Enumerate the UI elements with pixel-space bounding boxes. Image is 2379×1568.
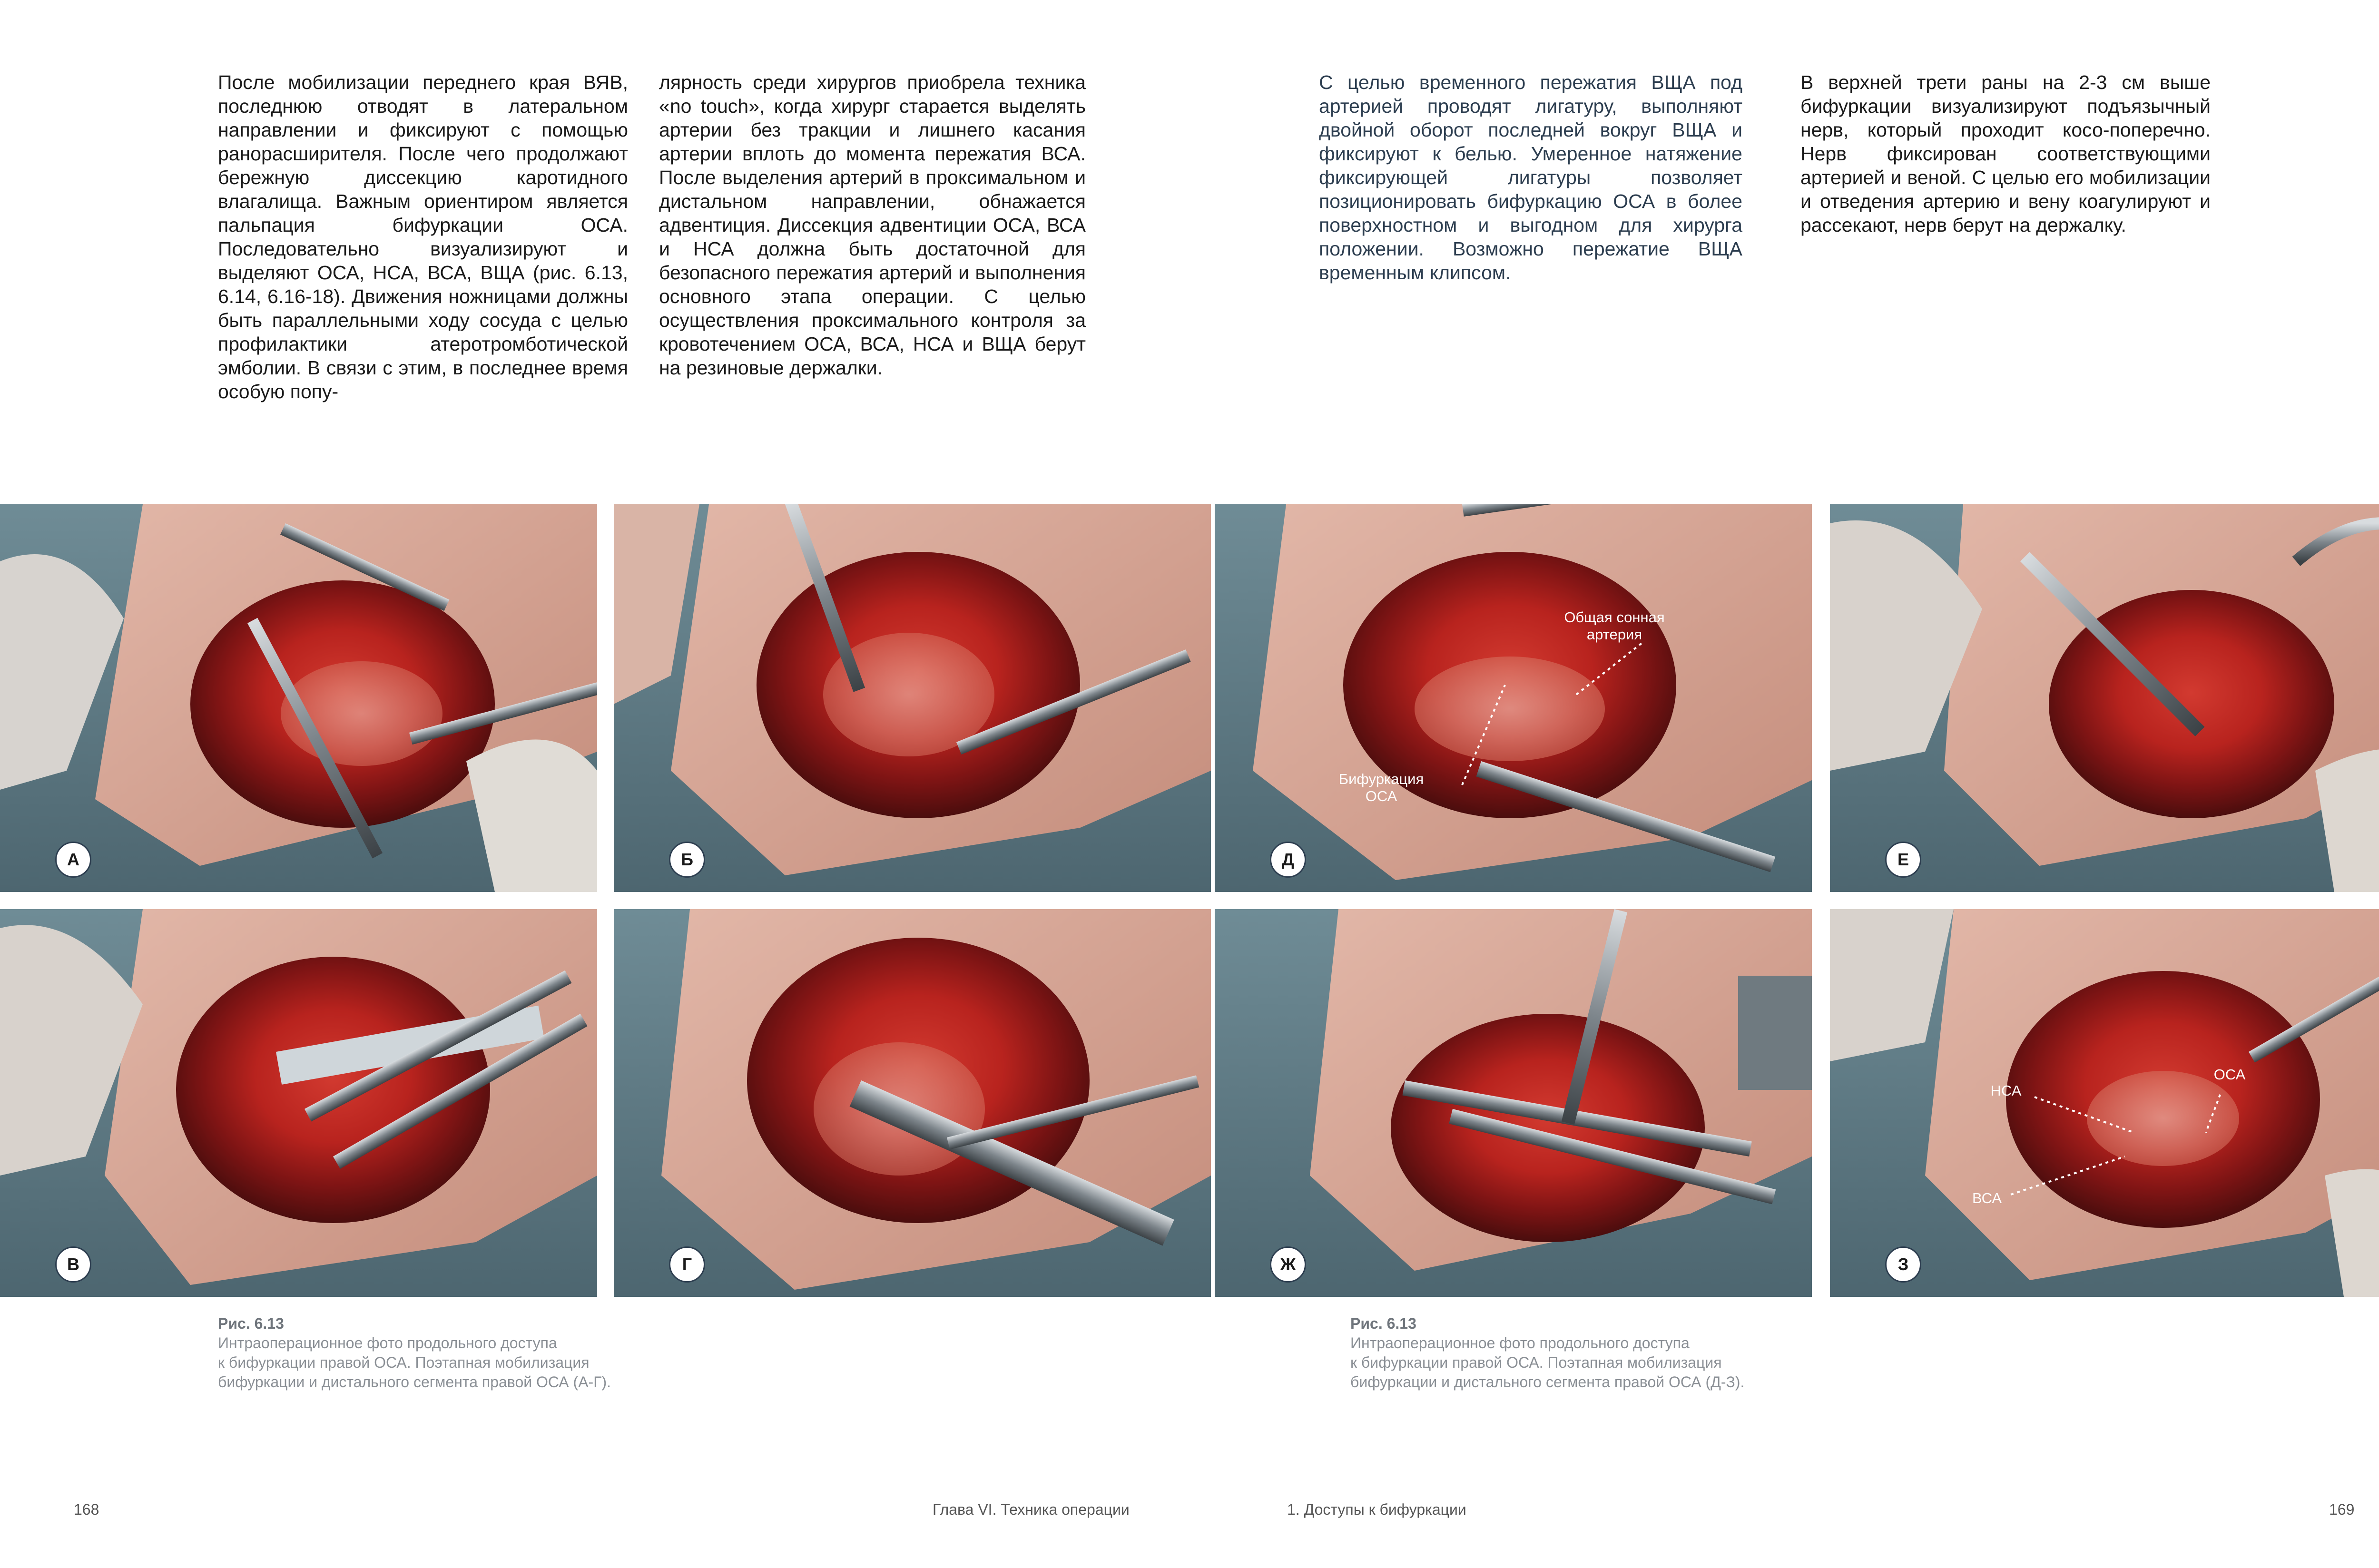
panel-badge-zh: Ж	[1270, 1246, 1306, 1283]
panel-badge-a: А	[55, 842, 91, 878]
label-bif-line1: Бифуркация	[1338, 771, 1424, 787]
photo-z	[1830, 909, 2379, 1297]
caption-right-figure-number: Рис. 6.13	[1350, 1315, 1416, 1332]
panel-badge-z: З	[1885, 1246, 1921, 1283]
caption-left-line2: к бифуркации правой ОСА. Поэтапная мобилизация	[218, 1354, 590, 1371]
label-osa: ОСА	[2213, 1066, 2246, 1083]
photo-b	[614, 504, 1211, 892]
figure-caption-right	[1350, 1314, 1744, 1392]
photo-d	[1215, 504, 1812, 892]
caption-right-line3: бифуркации и дистального сегмента правой ОСА (Д-З).	[1350, 1373, 1745, 1391]
label-cca-line1: Общая сонная	[1564, 609, 1665, 626]
panel-badge-b: Б	[669, 842, 705, 878]
text-column-1: После мобилизации переднего края ВЯВ, последнюю отводят в латеральном направлении и фиксируют с помощью ранорасширителя. После чего продолжают бережную диссекцию каротидного влагалища. Важным ориентиром является пальпация бифуркации ОСА. Последовательно визуализируют и выделяют ОСА, НСА, ВСА, ВЩА (рис. 6.13, 6.14, 6.16-18). Движения ножницами должны быть параллельными ходу сосуда с целью профилактики атеротромботической эмболии. В связи с этим, в последнее время особую попу-	[218, 71, 628, 402]
caption-left-figure-number: Рис. 6.13	[218, 1315, 284, 1332]
photo-e	[1830, 504, 2379, 892]
running-header-chapter: Глава VI. Техника операции	[933, 1501, 1130, 1518]
panel-badge-d: Д	[1270, 842, 1306, 878]
panel-badge-e: Е	[1885, 842, 1921, 878]
figure-caption-left	[218, 1314, 611, 1392]
text-column-4: В верхней трети раны на 2-3 см выше бифуркации визуализируют подъязычный нерв, который проходит косо-поперечно. Нерв фиксирован соответствующими артерией и веной. С целью его мобилизации и отведения артерию и вену коагулируют и рассекают, нерв берут на держалку.	[1800, 71, 2211, 236]
label-bifurcation	[1315, 771, 1448, 805]
caption-left-line1: Интраоперационное фото продольного доступа	[218, 1334, 557, 1352]
label-vsa: ВСА	[1972, 1190, 2002, 1206]
label-bif-line2: ОСА	[1365, 788, 1397, 804]
photo-g	[614, 909, 1211, 1297]
label-cca-line2: артерия	[1586, 626, 1642, 643]
caption-left-line3: бифуркации и дистального сегмента правой ОСА (А-Г).	[218, 1373, 611, 1391]
page-number-left: 168	[74, 1501, 99, 1518]
photo-zh	[1215, 909, 1812, 1297]
photo-v	[0, 909, 597, 1297]
text-column-3: С целью временного пережатия ВЩА под артерией проводят лигатуру, выполняют двойной оборот последней вокруг ВЩА и фиксируют к белью. Умеренное натяжение фиксирующей лигатуры позволяет позиционировать бифуркацию ОСА в более поверхностном и выгодном для хирурга положении. Возможно пережатие ВЩА временным клипсом.	[1319, 71, 1742, 284]
caption-right-line2: к бифуркации правой ОСА. Поэтапная мобилизация	[1350, 1354, 1722, 1371]
panel-badge-g: Г	[669, 1246, 705, 1283]
page-number-right: 169	[2329, 1501, 2355, 1518]
caption-right-line1: Интраоперационное фото продольного доступа	[1350, 1334, 1690, 1352]
label-nsa: НСА	[1990, 1082, 2022, 1099]
photo-a	[0, 504, 597, 892]
running-header-section: 1. Доступы к бифуркации	[1287, 1501, 1466, 1518]
text-column-2: лярность среди хирургов приобрела техника «no touch», когда хирург старается выделять артерии без тракции и лишнего касания артерии вплоть до момента пережатия ВСА. После выделения артерий в проксимальном и дистальном направлении, обнажается адвентиция. Диссекция адвентиции ОСА, ВСА и НСА должна быть достаточной для безопасного пережатия артерий и выполнения основного этапа операции. С целью осуществления проксимального контроля за кровотечением ОСА, ВСА, НСА и ВЩА берут на резиновые держалки.	[659, 71, 1086, 379]
panel-badge-v: В	[55, 1246, 91, 1283]
label-common-carotid	[1538, 609, 1691, 643]
